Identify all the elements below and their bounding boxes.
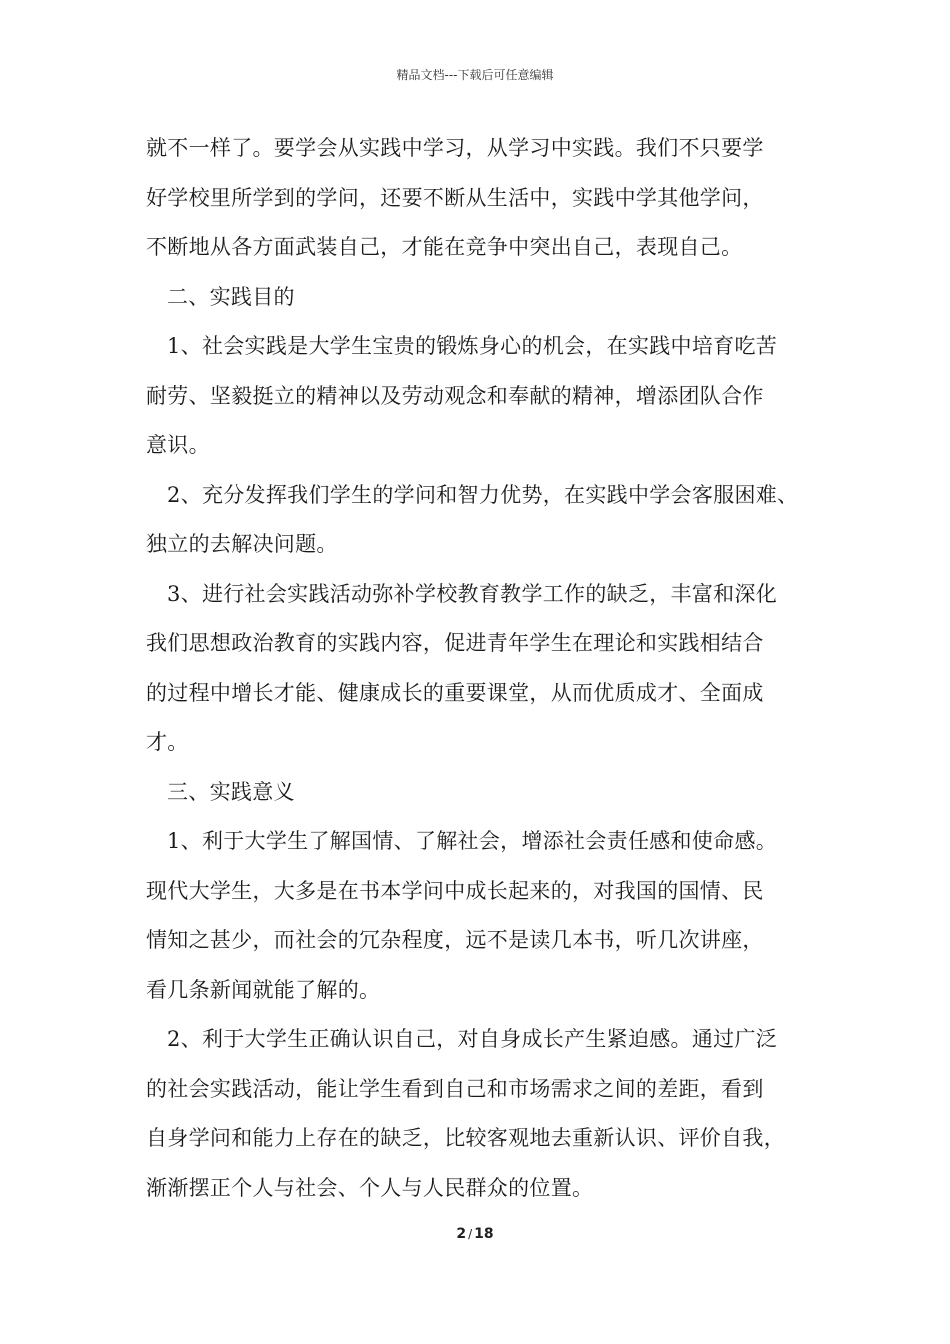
header-text: 精品文档---下载后可任意编辑 [396, 68, 554, 82]
text-line: 独立的去解决问题。 [146, 532, 338, 556]
page-separator: / [468, 1227, 473, 1241]
text-line: 好学校里所学到的学问，还要不断从生活中，实践中学其他学问， [146, 185, 764, 210]
text-line: 自身学问和能力上存在的缺乏，比较客观地去重新认识、评价自我， [146, 1126, 785, 1150]
text-line: 现代大学生，大多是在书本学问中成长起来的，对我国的国情、民 [146, 878, 764, 903]
text-line: 才。 [146, 730, 189, 754]
text-line: 2、利于大学生正确认识自己，对自身成长产生紧迫感。通过广泛 [167, 1027, 778, 1051]
text-line: 情知之甚少，而社会的冗杂程度，远不是读几本书，听几次讲座， [146, 928, 764, 952]
text-line: 不断地从各方面武装自己，才能在竞争中突出自己，表现自己。 [146, 235, 743, 259]
text-line: 渐渐摆正个人与社会、个人与人民群众的位置。 [146, 1175, 594, 1200]
text-line: 三、实践意义 [167, 779, 295, 804]
text-line: 二、实践目的 [167, 284, 295, 309]
page-number [0, 1226, 950, 1242]
text-line: 2、充分发挥我们学生的学问和智力优势，在实践中学会客服困难、 [167, 482, 799, 507]
text-line: 3、进行社会实践活动弥补学校教育教学工作的缺乏，丰富和深化 [167, 581, 778, 606]
total-pages: 18 [474, 1226, 494, 1242]
page-header [0, 66, 950, 83]
document-body [146, 124, 818, 1213]
text-line: 的社会实践活动，能让学生看到自己和市场需求之间的差距，看到 [146, 1076, 764, 1101]
text-line: 1、利于大学生了解国情、了解社会，增添社会责任感和使命感。 [167, 829, 778, 853]
current-page: 2 [456, 1226, 467, 1242]
text-line: 看几条新闻就能了解的。 [146, 977, 381, 1002]
text-line: 1、社会实践是大学生宝贵的锻炼身心的机会，在实践中培育吃苦 [167, 334, 778, 358]
text-line: 就不一样了。要学会从实践中学习，从学习中实践。我们不只要学 [146, 136, 764, 160]
text-line: 的过程中增长才能、健康成长的重要课堂，从而优质成才、全面成 [146, 680, 764, 705]
text-line: 耐劳、坚毅挺立的精神以及劳动观念和奉献的精神，增添团队合作 [146, 383, 764, 408]
text-line: 我们思想政治教育的实践内容，促进青年学生在理论和实践相结合 [146, 631, 764, 655]
text-line: 意识。 [146, 433, 210, 457]
